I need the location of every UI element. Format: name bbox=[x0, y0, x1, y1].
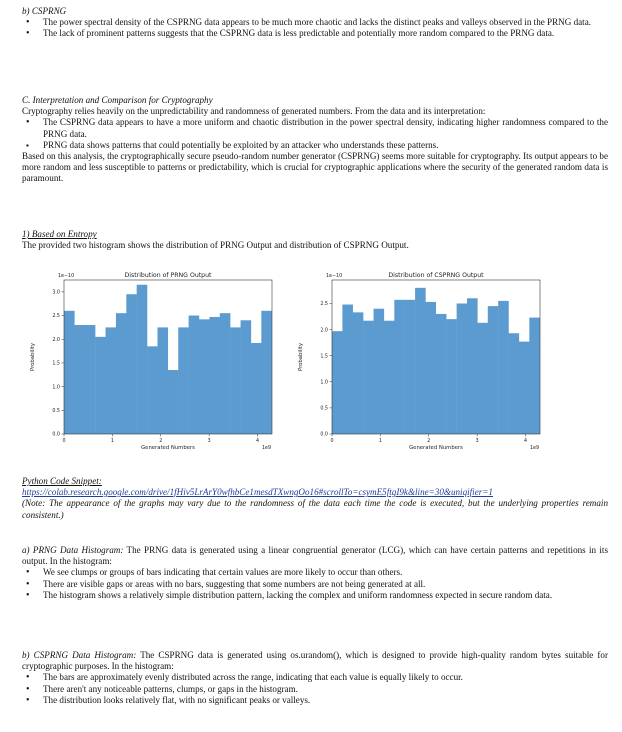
y-axis-label: Probability bbox=[298, 343, 304, 371]
histogram-bar bbox=[509, 333, 520, 434]
x-tick-label: 0 bbox=[330, 439, 334, 444]
y-tick-label: 2.0 bbox=[320, 328, 328, 334]
histogram-bar bbox=[384, 321, 395, 434]
histogram-bar bbox=[332, 331, 343, 434]
x-tick-label: 0 bbox=[62, 439, 66, 444]
section-interpretation bbox=[22, 95, 608, 185]
list-item: • The power spectral density of the CSPRNG data appears to be much more chaotic and lacks the distinct peaks and valleys observed in the PRNG data. bbox=[22, 17, 608, 28]
section-heading: b) CSPRNG Data Histogram: bbox=[22, 650, 137, 660]
x-tick-label: 4 bbox=[523, 439, 528, 444]
histogram-bar bbox=[467, 298, 478, 434]
histogram-bar bbox=[529, 318, 540, 434]
y-tick-label: 1.5 bbox=[320, 354, 328, 360]
x-tick-label: 1 bbox=[110, 439, 114, 444]
histogram-bar bbox=[64, 311, 75, 434]
x-tick-label: 3 bbox=[475, 439, 479, 444]
histogram-bar bbox=[342, 305, 353, 434]
histogram-bar bbox=[415, 288, 426, 434]
code-snippet-label: Python Code Snippet: bbox=[22, 476, 102, 486]
bullet-list bbox=[22, 17, 608, 39]
histogram-bar bbox=[405, 300, 416, 434]
histogram-bar bbox=[157, 327, 168, 434]
prng-histogram-svg bbox=[22, 268, 290, 458]
x-tick-label: 2 bbox=[427, 439, 431, 444]
list-item: • The distribution looks relatively flat, with no significant peaks or valleys. bbox=[22, 695, 608, 706]
paragraph: Based on this analysis, the cryptographically secure pseudo-random number generator (CSPRNG) seems more suitable for cryptography. Its output appears to be more random and less susceptible to patterns or predictability, which is crucial for cryptographic applications where the security of the generated random data is paramount. bbox=[22, 151, 608, 184]
y-tick-label: 0.5 bbox=[320, 406, 328, 412]
list-item: ▪ PRNG data shows patterns that could potentially be exploited by an attacker who understands these patterns. bbox=[22, 140, 608, 151]
csprng-histogram-svg bbox=[290, 268, 558, 458]
bullet-list bbox=[22, 117, 608, 151]
paragraph: The provided two histogram shows the distribution of PRNG Output and distribution of CSPRNG Output. bbox=[22, 240, 409, 251]
histogram-bar bbox=[116, 313, 127, 434]
x-multiplier-label: 1e9 bbox=[529, 446, 539, 451]
histogram-bar bbox=[230, 327, 241, 434]
chart-title: Distribution of CSPRNG Output bbox=[388, 272, 484, 279]
y-tick-label: 1.0 bbox=[52, 385, 60, 391]
histogram-bar bbox=[241, 320, 252, 434]
histogram-bar bbox=[147, 346, 158, 434]
y-tick-label: 0.5 bbox=[52, 409, 60, 415]
section-entropy bbox=[22, 229, 422, 251]
list-item: • We see clumps or groups of bars indicating that certain values are more likely to occur than others. bbox=[22, 567, 608, 578]
y-axis-label: Probability bbox=[30, 343, 36, 371]
x-tick-label: 4 bbox=[255, 439, 260, 444]
list-item: • The lack of prominent patterns suggests that the CSPRNG data is less predictable and potentially more random compared to the PRNG data. bbox=[22, 28, 608, 39]
prng-histogram bbox=[22, 268, 290, 458]
list-item: • There are visible gaps or areas with no bars, suggesting that some numbers are not being generated at all. bbox=[22, 579, 608, 590]
section-heading: b) CSPRNG bbox=[22, 6, 67, 16]
list-item: • There aren't any noticeable patterns, clumps, or gaps in the histogram. bbox=[22, 684, 608, 695]
histogram-bar bbox=[446, 319, 457, 434]
histogram-bar bbox=[457, 303, 468, 434]
histogram-bar bbox=[178, 327, 189, 434]
histogram-bar bbox=[126, 294, 137, 434]
histogram-bar bbox=[251, 343, 262, 434]
colab-link[interactable]: https://colab.research.google.com/drive/1fHiv5LrArY0wfhbCe1mesdTXwngOo16#scrollTo=csymE5ftgI9k&line=30&uniqifier=1 bbox=[22, 487, 493, 498]
x-tick-label: 3 bbox=[207, 439, 211, 444]
list-item: • The histogram shows a relatively simple distribution pattern, lacking the complex and uniform randomness expected in secure random data. bbox=[22, 590, 608, 601]
list-item: • The bars are approximately evenly distributed across the range, indicating that each value is equally likely to occur. bbox=[22, 672, 608, 683]
x-axis-label: Generated Numbers bbox=[409, 445, 463, 451]
y-tick-label: 0.0 bbox=[52, 432, 60, 438]
y-tick-label: 0.0 bbox=[320, 432, 328, 438]
x-multiplier-label: 1e9 bbox=[261, 446, 271, 451]
histogram-bar bbox=[137, 285, 148, 434]
histogram-bar bbox=[95, 337, 106, 434]
bullet-list bbox=[22, 672, 608, 706]
paragraph: The PRNG data is generated using a linear congruential generator (LCG), which can have certain patterns and repetitions in its output. In the histogram: bbox=[22, 545, 608, 567]
histogram-bar bbox=[85, 325, 96, 434]
histogram-bar bbox=[394, 300, 405, 434]
colab-link-wrap bbox=[22, 487, 608, 498]
y-multiplier-label: 1e−10 bbox=[326, 274, 343, 279]
code-snippet-section bbox=[22, 476, 608, 521]
x-axis-label: Generated Numbers bbox=[141, 445, 195, 451]
histogram-bar bbox=[220, 313, 231, 434]
section-heading: 1) Based on Entropy bbox=[22, 229, 97, 239]
histogram-bar bbox=[106, 327, 117, 434]
note-text: (Note: The appearance of the graphs may vary due to the randomness of the data each time the code is executed, but the underlying properties remain consistent.) bbox=[22, 498, 608, 520]
histogram-bar bbox=[209, 317, 220, 434]
histogram-bar bbox=[353, 312, 364, 434]
bullet-list bbox=[22, 567, 608, 601]
x-tick-label: 2 bbox=[159, 439, 163, 444]
csprng-histogram bbox=[290, 268, 558, 458]
y-tick-label: 2.5 bbox=[52, 314, 60, 320]
list-item: • The CSPRNG data appears to have a more uniform and chaotic distribution in the power spectral density, indicating higher randomness compared to the PRNG data. bbox=[22, 117, 608, 139]
chart-title: Distribution of PRNG Output bbox=[124, 272, 212, 279]
histogram-bar bbox=[498, 301, 509, 434]
y-tick-label: 2.5 bbox=[320, 302, 328, 308]
histogram-bar bbox=[477, 323, 488, 434]
paragraph: The CSPRNG data is generated using os.urandom(), which is designed to provide high-quality random bytes suitable for cryptographic purposes. In the histogram: bbox=[22, 650, 608, 672]
histogram-bar bbox=[488, 306, 499, 434]
section-csprng-histogram bbox=[22, 650, 608, 706]
y-tick-label: 1.0 bbox=[320, 380, 328, 386]
section-csprng bbox=[22, 6, 608, 40]
section-heading: a) PRNG Data Histogram: bbox=[22, 545, 124, 555]
section-prng-histogram bbox=[22, 545, 608, 601]
histogram-bar bbox=[519, 342, 530, 434]
y-multiplier-label: 1e−10 bbox=[58, 274, 75, 279]
paragraph: Cryptography relies heavily on the unpredictability and randomness of generated numbers. From the data and its interpretation: bbox=[22, 106, 486, 117]
section-heading: C. Interpretation and Comparison for Cryptography bbox=[22, 95, 213, 105]
histogram-bar bbox=[363, 321, 374, 434]
histogram-bar bbox=[436, 314, 447, 434]
histogram-bar bbox=[374, 309, 385, 434]
y-tick-label: 3.0 bbox=[52, 290, 60, 296]
y-tick-label: 2.0 bbox=[52, 337, 60, 343]
histogram-bar bbox=[74, 325, 85, 434]
histogram-bar bbox=[425, 302, 436, 434]
histogram-bar bbox=[199, 319, 210, 434]
histogram-bar bbox=[261, 311, 272, 434]
x-tick-label: 1 bbox=[378, 439, 382, 444]
y-tick-label: 1.5 bbox=[52, 361, 60, 367]
histogram-bar bbox=[189, 316, 200, 434]
histogram-bar bbox=[168, 370, 179, 434]
